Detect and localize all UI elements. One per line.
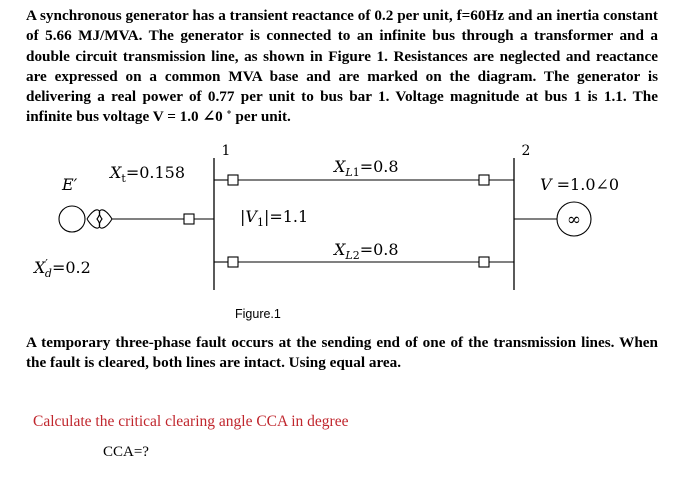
transformer-icon (87, 210, 112, 228)
v-infinite-label: V =1.0∠0 (540, 175, 620, 194)
problem-statement: A synchronous generator has a transient reactance of 0.2 per unit, f=60Hz and an inertia constant of 5.66 MJ/MVA. The generator is connected to an infinite bus through a transformer and a double circuit transmission line, as shown in Figure 1. Resistances are neglected and reactance are expressed on a common MVA base and are marked on the diagram. The generator is delivering a real power of 0.77 per unit to bus bar 1. Voltage magnitude at bus 1 is 1.1. The infinite bus voltage V = 1.0 ∠0 ˚ per unit. (26, 7, 658, 126)
e-prime-label: E′ (62, 175, 78, 194)
single-line-diagram (0, 138, 696, 308)
answer-label: CCA=? (103, 444, 149, 460)
fault-description: A temporary three-phase fault occurs at the sending end of one of the transmission lines. When the fault is cleared, both lines are intact. Using equal area. (26, 334, 658, 372)
figure-caption: Figure.1 (235, 307, 281, 321)
xl2-label: $X_L2=0.8$ (334, 240, 399, 262)
infinity-symbol: ∞ (566, 210, 582, 230)
bus-2-label: 2 (521, 143, 531, 159)
xl1-label: $X_L1=0.8$ (334, 157, 399, 179)
xt-label: $X_t=0.158$ (110, 163, 186, 185)
bus-1-label: 1 (221, 143, 231, 159)
generator-icon (59, 206, 85, 232)
xd-label: X′ d=0.2 (34, 257, 91, 280)
v1-label: $|V_1|=1.1$ (240, 207, 309, 229)
question-text: Calculate the critical clearing angle CCA in degree (33, 413, 349, 430)
